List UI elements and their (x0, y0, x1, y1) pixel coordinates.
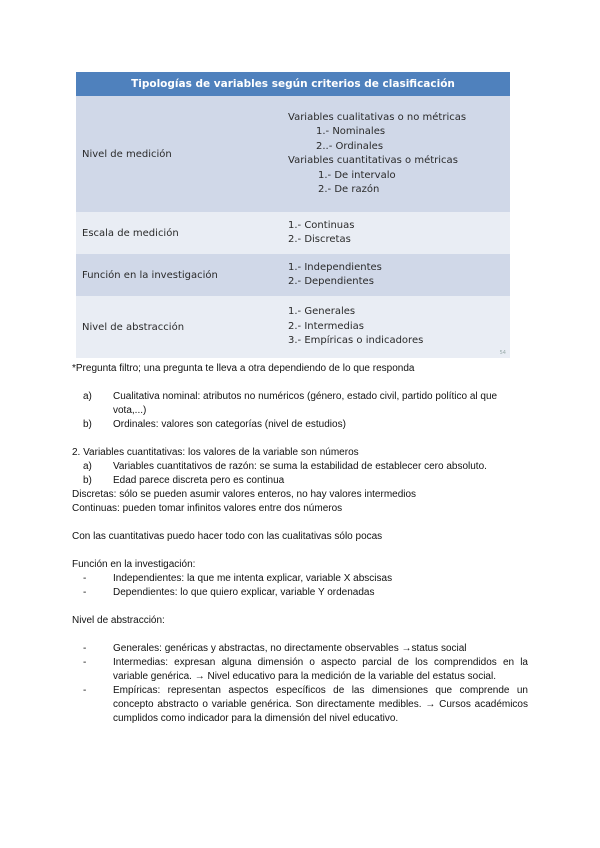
discretas-note: Discretas: sólo se pueden asumir valores enteros, no hay valores intermedios (72, 489, 417, 500)
list-marker: - (83, 643, 87, 654)
table-title: Tipologías de variables según criterios de clasificación (76, 72, 510, 96)
row-label: Escala de medición (82, 227, 179, 239)
list-item (72, 418, 528, 432)
row-value: 1.- De intervalo (318, 169, 396, 181)
row-value: 2.- De razón (318, 184, 380, 195)
row-value: 2.- Intermedias (288, 320, 364, 332)
list-text: Generales: genéricas y abstractas, no directamente observables →status social (113, 643, 467, 654)
row-value: Variables cuantitativas o métricas (288, 155, 458, 166)
row-label: Nivel de medición (82, 148, 172, 160)
row-value: 2.- Discretas (288, 234, 351, 245)
list-marker: - (83, 587, 87, 598)
row-values (288, 296, 510, 358)
table-row (76, 212, 510, 254)
list-text: Independientes: la que me intenta explicar, variable X abscisas (113, 573, 393, 584)
classification-table (76, 72, 510, 358)
list-item (72, 460, 528, 474)
slide-page-number: 54 (499, 350, 506, 356)
list-marker: a) (83, 391, 92, 402)
abstraccion-heading: Nivel de abstracción: (72, 615, 165, 626)
cuantitativas-note: Con las cuantitativas puedo hacer todo con las cualitativas sólo pocas (72, 531, 383, 542)
list-item (72, 474, 528, 488)
continuas-note: Continuas: pueden tomar infinitos valores entre dos números (72, 503, 343, 514)
row-value: 2..- Ordinales (316, 140, 384, 152)
list-item (72, 642, 528, 656)
list-text: Variables cuantitativos de razón: se suma la estabilidad de establecer cero absoluto. (113, 461, 487, 472)
row-value: 1.- Generales (288, 306, 356, 318)
funcion-heading: Función en la investigación: (72, 559, 196, 570)
list-marker: - (83, 685, 87, 696)
list-text: Ordinales: valores son categorías (nivel de estudios) (113, 419, 346, 430)
row-values (288, 96, 510, 212)
row-values (288, 254, 510, 296)
list-text: Edad parece discreta pero es continua (113, 475, 285, 486)
notes-body (72, 362, 528, 726)
row-value: Variables cualitativas o no métricas (288, 111, 467, 123)
list-marker: - (83, 573, 87, 584)
row-value: 3.- Empíricas o indicadores (288, 335, 424, 347)
row-label: Función en la investigación (82, 269, 218, 281)
row-value: 1.- Nominales (316, 126, 386, 137)
row-value: 1.- Continuas (288, 219, 355, 231)
row-values (288, 212, 510, 254)
table-row (76, 96, 510, 212)
list-text: Dependientes: lo que quiero explicar, variable Y ordenadas (113, 587, 375, 598)
table-row (76, 254, 510, 296)
list-marker: a) (83, 461, 92, 472)
table-row (76, 296, 510, 358)
list-marker: - (83, 657, 87, 668)
list-text: Cualitativa nominal: atributos no numéricos (género, estado civil, partido político al que vota,...) (113, 391, 498, 416)
list-item (72, 684, 528, 726)
list-marker: b) (83, 419, 92, 430)
row-label: Nivel de abstracción (82, 321, 185, 333)
list-item (72, 390, 528, 418)
list-text: Empíricas: representan aspectos específicos de las dimensiones que comprende un concepto abstracto o variable genérica. Son directamente medibles. → Cursos académicos cumplidos como indicador para la dimensión del nivel educativo. (113, 685, 528, 724)
list-item (72, 586, 528, 600)
list-item (72, 656, 528, 684)
row-value: 1.- Independientes (288, 261, 382, 273)
row-value: 2.- Dependientes (288, 276, 374, 287)
list-item (72, 572, 528, 586)
filtro-note: *Pregunta filtro; una pregunta te lleva a otra dependiendo de lo que responda (72, 363, 415, 374)
cuantitativas-heading: 2. Variables cuantitativas: los valores de la variable son números (72, 447, 359, 458)
list-marker: b) (83, 475, 92, 486)
list-text: Intermedias: expresan alguna dimensión o aspecto parcial de los comprendidos en la variable genérica. → Nivel educativo para la medición de la variable del estatus social. (113, 657, 528, 682)
